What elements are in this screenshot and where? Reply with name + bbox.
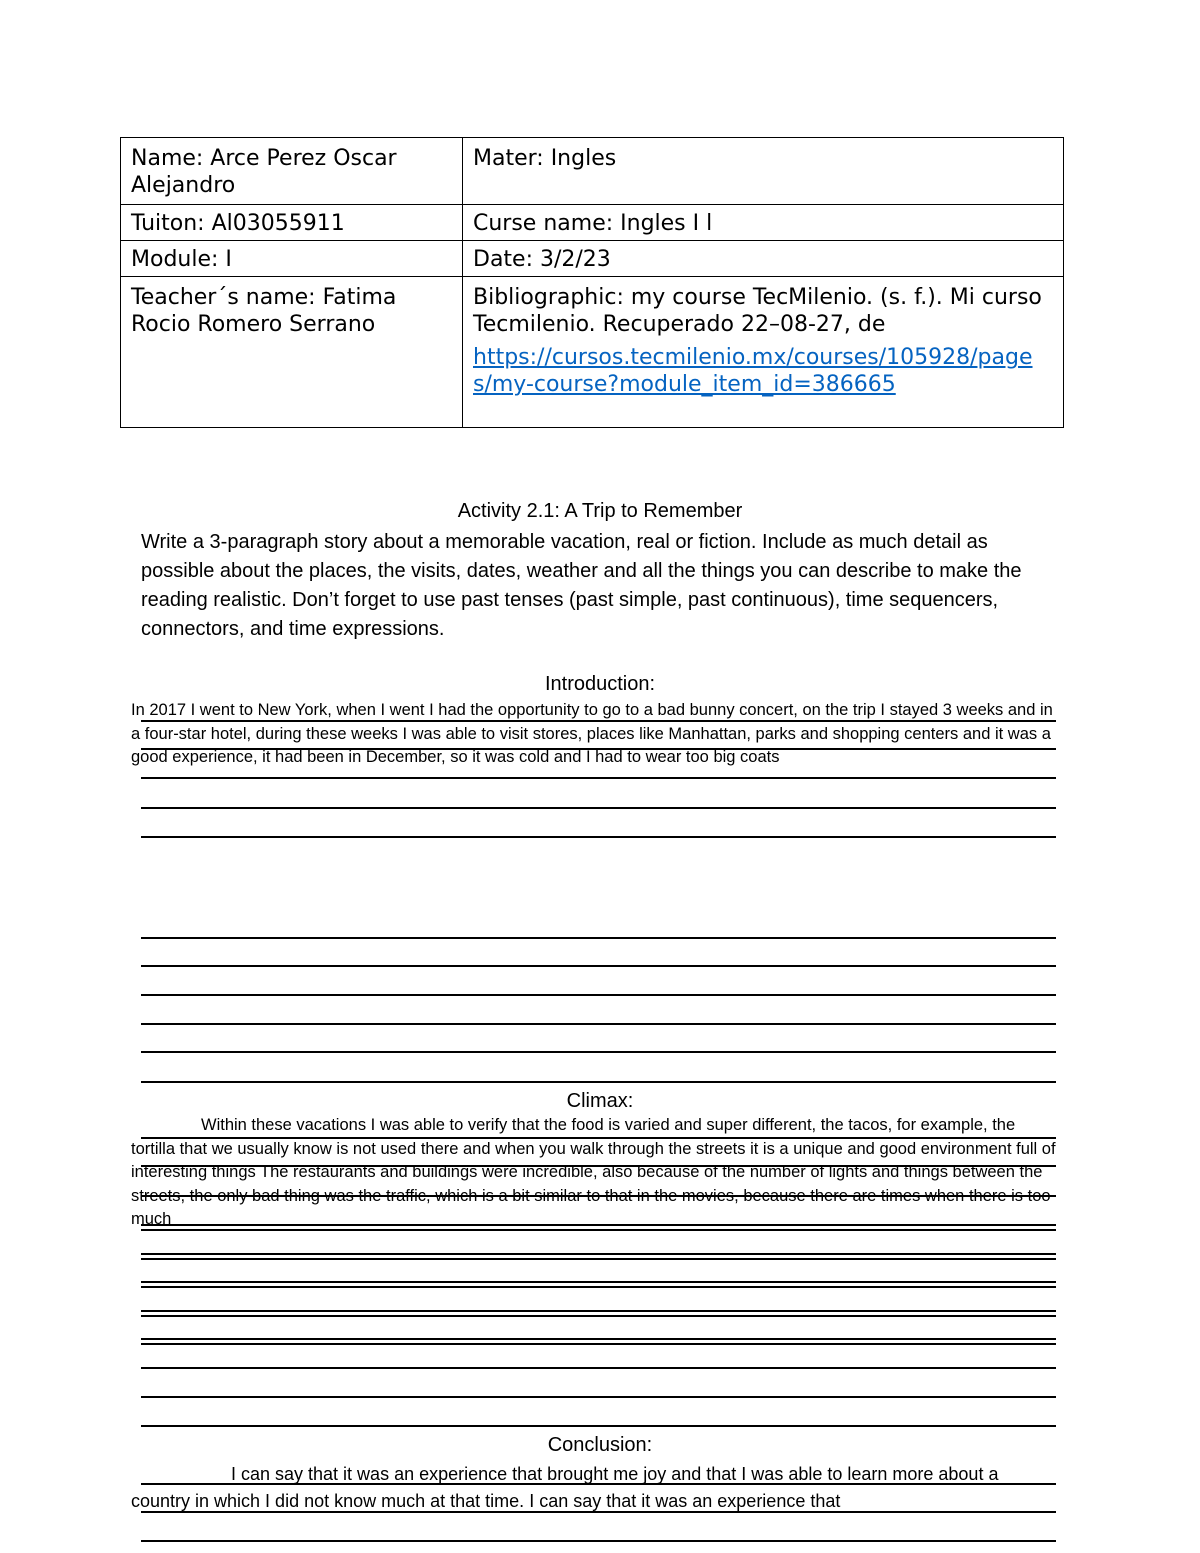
climax-heading: Climax: — [566, 1090, 634, 1112]
subject-cell: Mater: Ingles — [463, 138, 1064, 205]
writing-line — [141, 777, 1056, 779]
bibliography-text: Bibliographic: my course TecMilenio. (s. f.). Mi curso Tecmilenio. Recuperado 22–08-27, de — [473, 285, 1042, 337]
writing-line — [141, 1338, 1056, 1340]
conclusion-heading: Conclusion: — [547, 1434, 653, 1456]
writing-line — [141, 1540, 1056, 1542]
writing-line — [141, 994, 1056, 996]
writing-line — [141, 1253, 1056, 1255]
introduction-text: In 2017 I went to New York, when I went I had the opportunity to go to a bad bunny concert, on the trip I stayed 3 weeks and in a four-star hotel, during these weeks I was able to visit stores, places like Manhattan, parks and shopping centers and it was a good experience, it had been in December, so it was cold and I had to wear too big coats — [131, 701, 1053, 766]
writing-line — [141, 1396, 1056, 1398]
writing-line — [141, 1258, 1056, 1260]
course-name-cell: Curse name: Ingles I l — [463, 205, 1064, 241]
writing-line — [141, 1367, 1056, 1369]
climax-text: Within these vacations I was able to verify that the food is varied and super different, the tacos, for example, the tortilla that we usually know is not used there and when you walk through the streets it is a unique and good environment full of interesting things The restaurants and buildings were incredible, also because of the number of lights and things between the streets, the only bad thing was the traffic, which is a bit similar to that in the movies, because there are times when there is too much — [131, 1116, 1056, 1228]
teacher-name-cell: Teacher´s name: Fatima Rocio Romero Serrano — [121, 277, 463, 428]
writing-line — [141, 1310, 1056, 1312]
writing-line — [141, 1081, 1056, 1083]
writing-line — [141, 1023, 1056, 1025]
introduction-heading: Introduction: — [544, 673, 656, 695]
writing-line — [141, 1425, 1056, 1427]
writing-line — [141, 1343, 1056, 1345]
header-info-table — [120, 137, 1064, 428]
date-cell: Date: 3/2/23 — [463, 241, 1064, 277]
writing-line — [141, 1051, 1056, 1053]
writing-line — [141, 1281, 1056, 1283]
writing-line — [141, 807, 1056, 809]
tuition-id-cell: Tuiton: Al03055911 — [121, 205, 463, 241]
conclusion-text: I can say that it was an experience that brought me joy and that I was able to learn more about a country in which I did not know much at that time. I can say that it was an experience that — [131, 1464, 999, 1511]
writing-line — [141, 1286, 1056, 1288]
writing-line — [141, 965, 1056, 967]
activity-instructions: Write a 3-paragraph story about a memorable vacation, real or fiction. Include as much detail as possible about the places, the visits, dates, weather and all the things you can describe to make the reading realistic. Don’t forget to use past tenses (past simple, past continuous), time sequencers, connectors, and time expressions. — [141, 531, 1022, 640]
student-name-cell: Name: Arce Perez Oscar Alejandro — [121, 138, 463, 205]
writing-line — [141, 937, 1056, 939]
writing-line — [141, 1315, 1056, 1317]
writing-line — [141, 836, 1056, 838]
activity-title: Activity 2.1: A Trip to Remember — [457, 500, 743, 522]
bibliography-cell — [463, 277, 1064, 428]
module-cell: Module: I — [121, 241, 463, 277]
course-link[interactable]: https://cursos.tecmilenio.mx/courses/105928/pages/my-course?module_item_id=386665 — [473, 345, 1033, 397]
